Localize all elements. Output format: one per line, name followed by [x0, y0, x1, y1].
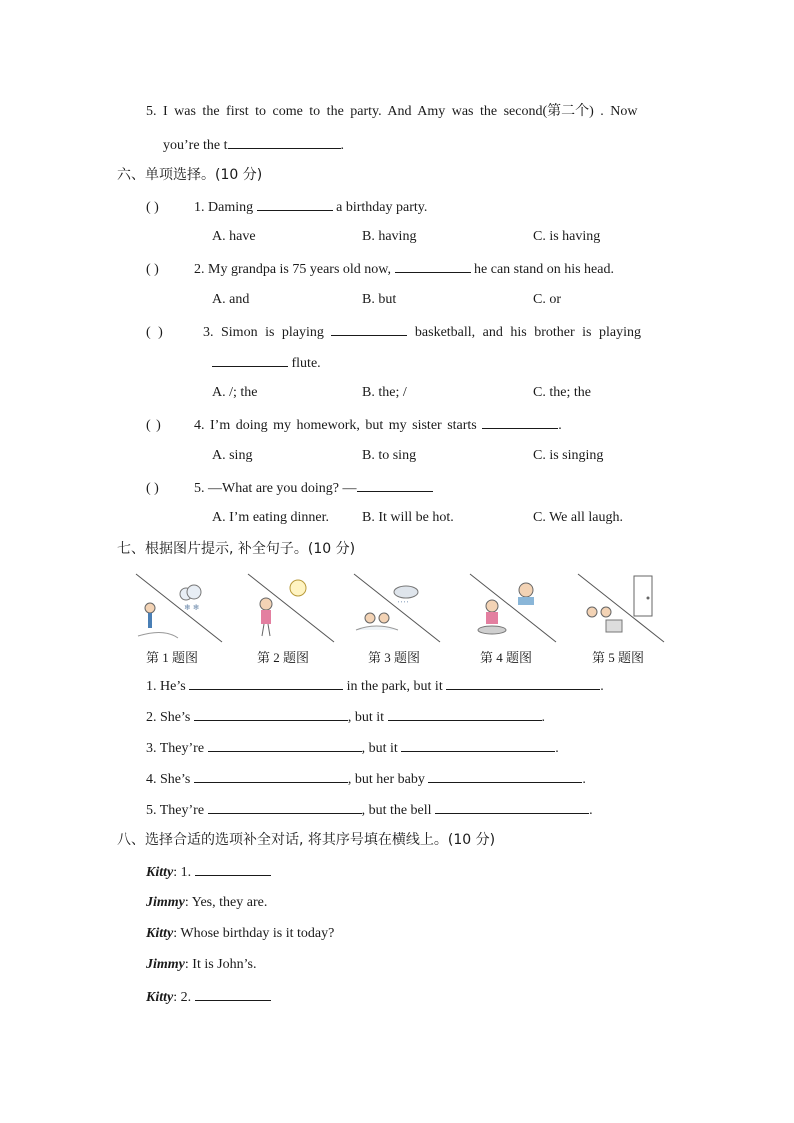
option-b: B. but [362, 292, 397, 307]
dialogue-line-2 [146, 894, 267, 912]
caption-3: 第 3 题图 [368, 650, 421, 665]
picture-5-kids-and-door [576, 572, 666, 644]
sentence-text: , but it [347, 710, 385, 725]
section7-title: 七、根据图片提示, 补全句子。(10 分) [117, 541, 356, 557]
prev-item-line2 [163, 135, 344, 155]
prev-item-text: you’re the t [163, 138, 228, 153]
svg-text:' ' ' ': ' ' ' ' [398, 600, 409, 608]
dialogue-line-3 [146, 925, 334, 943]
sentence-text: in the park, but it [346, 679, 443, 694]
option-a: A. and [212, 292, 250, 307]
caption-5: 第 5 题图 [592, 650, 645, 665]
option-b: B. to sing [362, 448, 417, 463]
period: . [541, 710, 546, 725]
question-text: flute. [291, 356, 321, 371]
period: . [582, 772, 586, 787]
answer-blank[interactable] [194, 769, 348, 783]
option-b: B. the; / [362, 385, 407, 400]
dialogue-text: : 2. [173, 990, 192, 1005]
answer-parens[interactable]: ( ) [146, 418, 161, 433]
question-text: 2. My grandpa is 75 years old now, [194, 262, 392, 277]
caption-4: 第 4 题图 [480, 650, 533, 665]
question-text: 5. —What are you doing? — [194, 481, 357, 496]
speaker-name: Kitty [146, 926, 174, 941]
sentence-text: 2. She’s [146, 710, 191, 725]
dialogue-text: : 1. [173, 865, 192, 880]
sentence-4 [146, 769, 586, 789]
speaker-name: Jimmy [146, 895, 185, 910]
period: . [600, 679, 604, 694]
question-3 [146, 322, 641, 342]
question-text: 1. Daming [194, 200, 254, 215]
answer-blank[interactable] [331, 322, 407, 336]
speaker-name: Jimmy [146, 957, 185, 972]
sentence-1 [146, 676, 604, 696]
speaker-name: Kitty [146, 990, 174, 1005]
answer-blank[interactable] [208, 738, 362, 752]
sentence-5 [146, 800, 593, 820]
answer-blank[interactable] [212, 353, 288, 367]
option-a: A. sing [212, 448, 253, 463]
answer-blank[interactable] [401, 738, 555, 752]
sentence-text: 1. He’s [146, 679, 186, 694]
caption-2: 第 2 题图 [257, 650, 310, 665]
sentence-3 [146, 738, 559, 758]
answer-parens[interactable]: ( ) [146, 200, 159, 215]
dialogue-line-1 [146, 862, 271, 882]
prev-item-line1: 5. I was the first to come to the party. And Amy was the second(第二个) . Now [146, 104, 638, 119]
answer-blank[interactable] [395, 259, 471, 273]
question-text: . [558, 418, 562, 433]
question-text: basketball, and his brother is playing [414, 325, 641, 340]
period: . [589, 803, 593, 818]
option-c: C. is having [533, 229, 601, 244]
sentence-text: , but her baby [347, 772, 425, 787]
answer-blank[interactable] [194, 707, 348, 721]
option-b: B. having [362, 229, 417, 244]
option-a: A. /; the [212, 385, 258, 400]
option-c: C. the; the [533, 385, 591, 400]
answer-parens[interactable]: ( ) [146, 262, 159, 277]
svg-text:❄ ❄: ❄ ❄ [184, 603, 200, 612]
sentence-text: 3. They’re [146, 741, 205, 756]
answer-blank[interactable] [189, 676, 343, 690]
sentence-2 [146, 707, 545, 727]
answer-blank[interactable] [482, 415, 558, 429]
sentence-text: 5. They’re [146, 803, 205, 818]
question-3-cont [212, 353, 321, 373]
option-c: C. We all laugh. [533, 510, 623, 525]
answer-blank[interactable] [357, 478, 433, 492]
option-a: A. I’m eating dinner. [212, 510, 330, 525]
question-text: a birthday party. [336, 200, 428, 215]
question-5 [146, 478, 433, 498]
answer-blank[interactable] [446, 676, 600, 690]
period: . [340, 138, 345, 153]
answer-blank[interactable] [435, 800, 589, 814]
sentence-text: 4. She’s [146, 772, 191, 787]
picture-4-girl-and-baby [468, 572, 558, 644]
answer-parens[interactable]: ( ) [146, 481, 159, 496]
question-text: he can stand on his head. [474, 262, 614, 277]
dialogue-text: : Yes, they are. [184, 895, 268, 910]
answer-blank[interactable] [208, 800, 362, 814]
question-text: 4. I’m doing my homework, but my sister starts [194, 418, 477, 433]
question-1 [146, 197, 427, 217]
answer-blank[interactable] [195, 862, 271, 876]
question-text: 3. Simon is playing [203, 325, 324, 340]
answer-parens[interactable]: ( ) [146, 325, 163, 340]
dialogue-line-5 [146, 987, 271, 1007]
answer-blank[interactable] [388, 707, 542, 721]
section6-title: 六、单项选择。(10 分) [117, 167, 263, 183]
option-a: A. have [212, 229, 256, 244]
section8-title: 八、选择合适的选项补全对话, 将其序号填在横线上。(10 分) [117, 832, 496, 848]
caption-1: 第 1 题图 [146, 650, 199, 665]
question-4 [146, 415, 562, 435]
period: . [555, 741, 559, 756]
dialogue-line-4 [146, 956, 256, 974]
sentence-text: , but it [361, 741, 398, 756]
option-c: C. is singing [533, 448, 604, 463]
picture-3-kids-in-rain [352, 572, 442, 644]
sentence-text: , but the bell [361, 803, 432, 818]
answer-blank[interactable] [195, 987, 271, 1001]
picture-2-girl-in-sun [246, 572, 336, 644]
picture-1-boy-in-snow [134, 572, 224, 644]
answer-blank[interactable] [228, 135, 341, 149]
answer-blank[interactable] [257, 197, 333, 211]
question-2 [146, 259, 614, 279]
speaker-name: Kitty [146, 865, 174, 880]
option-b: B. It will be hot. [362, 510, 454, 525]
answer-blank[interactable] [428, 769, 582, 783]
dialogue-text: : It is John’s. [184, 957, 257, 972]
dialogue-text: : Whose birthday is it today? [173, 926, 335, 941]
option-c: C. or [533, 292, 561, 307]
